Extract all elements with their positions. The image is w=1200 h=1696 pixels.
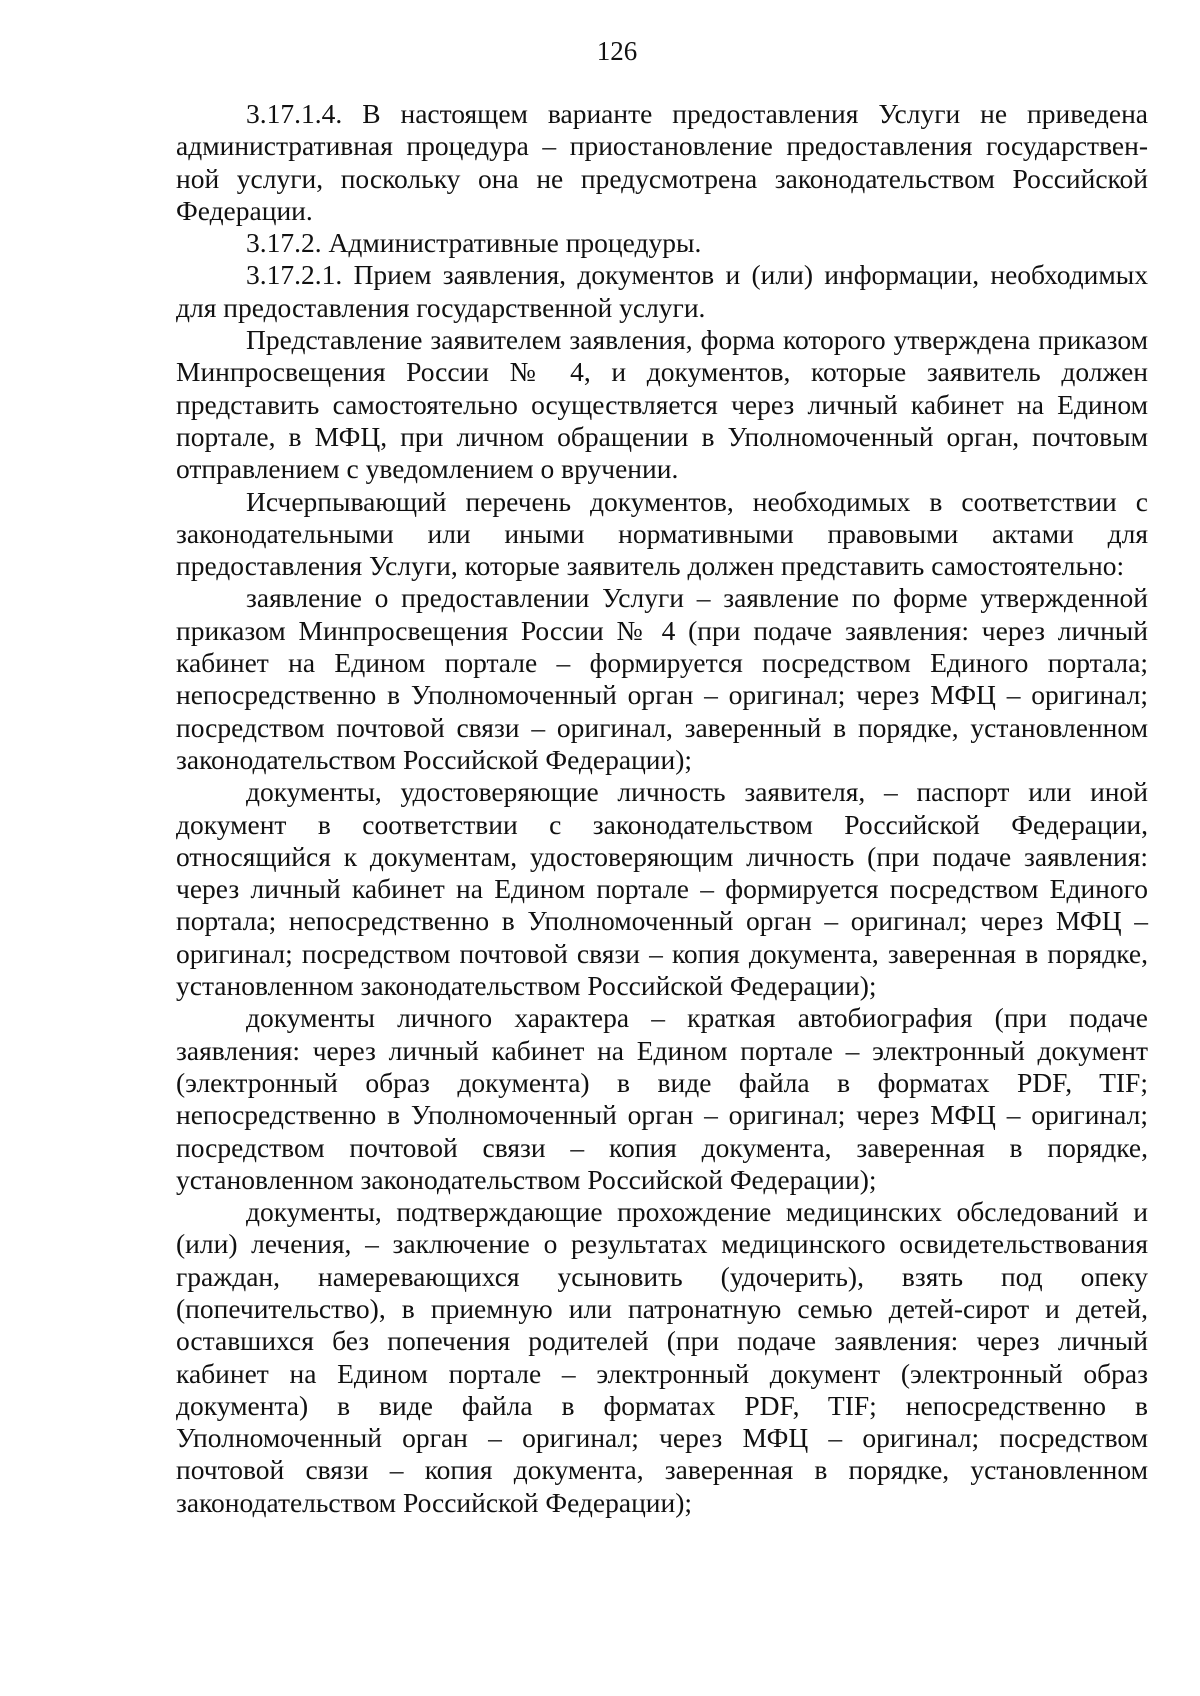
paragraph-personal-documents: документы личного характера – краткая автобиография (при подаче заявления: через личный кабинет на Едином портале – электронный документ (электронный образ документа) в виде файла в форматах PDF, TIF; непосредственно в Уполномоченный орган – оригинал; через МФЦ – оригинал; посредством почтовой связи – копия документа, заверенная в порядке, установленном законодательством Российской Федерации); xyxy=(176,1002,1148,1195)
paragraph-documents-list-intro: Исчерпывающий перечень документов, необходимых в соответствии с законодательными или иными нормативными правовыми актами для предоставления Услуги, которые заявитель должен представить самостоятельно: xyxy=(176,485,1148,582)
paragraph-3-17-2-1: 3.17.2.1. Прием заявления, документов и (или) информации, необходимых для предоставления государственной услуги. xyxy=(176,259,1148,323)
page-number: 126 xyxy=(596,36,638,66)
paragraph-submission-methods: Представление заявителем заявления, форма которого утверждена приказом Минпросвещения России № 4, и документов, которые заявитель должен представить самостоятельно осуществляется через личный кабинет на Едином портале, в МФЦ, при личном обращении в Уполномоченный орган, почтовым отправлением с уведомлением о вручении. xyxy=(176,324,1148,485)
paragraph-medical-documents: документы, подтверждающие прохождение медицинских обследований и (или) лечения, – заключение о результатах медицинского освидетельствования граждан, намеревающихся усыновить (удочерить), взять под опеку (попечительство), в приемную или патронатную семью детей-сирот и детей, оставшихся без попечения родителей (при подаче заявления: через личный кабинет на Едином портале – электронный документ (электронный образ документа) в виде файла в форматах PDF, TIF; непосредственно в Уполномоченный орган – оригинал; через МФЦ – оригинал; посредством почтовой связи – копия документа, заверенная в порядке, установленном законодательством Российской Федерации); xyxy=(176,1196,1148,1518)
paragraph-identity-documents: документы, удостоверяющие личность заявителя, – паспорт или иной документ в соответствии с законодательством Российской Федерации, относящийся к документам, удостоверяющим личность (при подаче заявления: через личный кабинет на Едином портале – формируется посредством Единого портала; непосредственно в Уполномоченный орган – оригинал; через МФЦ – оригинал; посредством почтовой связи – копия документа, заверенная в порядке, установленном законодательством Российской Федерации); xyxy=(176,776,1148,1002)
paragraph-3-17-1-4: 3.17.1.4. В настоящем варианте предоставления Услуги не приведена административная процедура – приостановление предоставления государственной услуги, поскольку она не предусмотрена законодательством Российской Федерации. xyxy=(176,98,1148,226)
paragraph-3-17-2-heading: 3.17.2. Административные процедуры. xyxy=(246,227,702,259)
paragraph-application-form: заявление о предоставлении Услуги – заявление по форме утвержденной приказом Минпросвещения России № 4 (при подаче заявления: через личный кабинет на Едином портале – формируется посредством Единого портала; непосредственно в Уполномоченный орган – оригинал; через МФЦ – оригинал; посредством почтовой связи – оригинал, заверенный в порядке, установленном законодательством Российской Федерации); xyxy=(176,582,1148,775)
document-body xyxy=(176,98,1148,1519)
